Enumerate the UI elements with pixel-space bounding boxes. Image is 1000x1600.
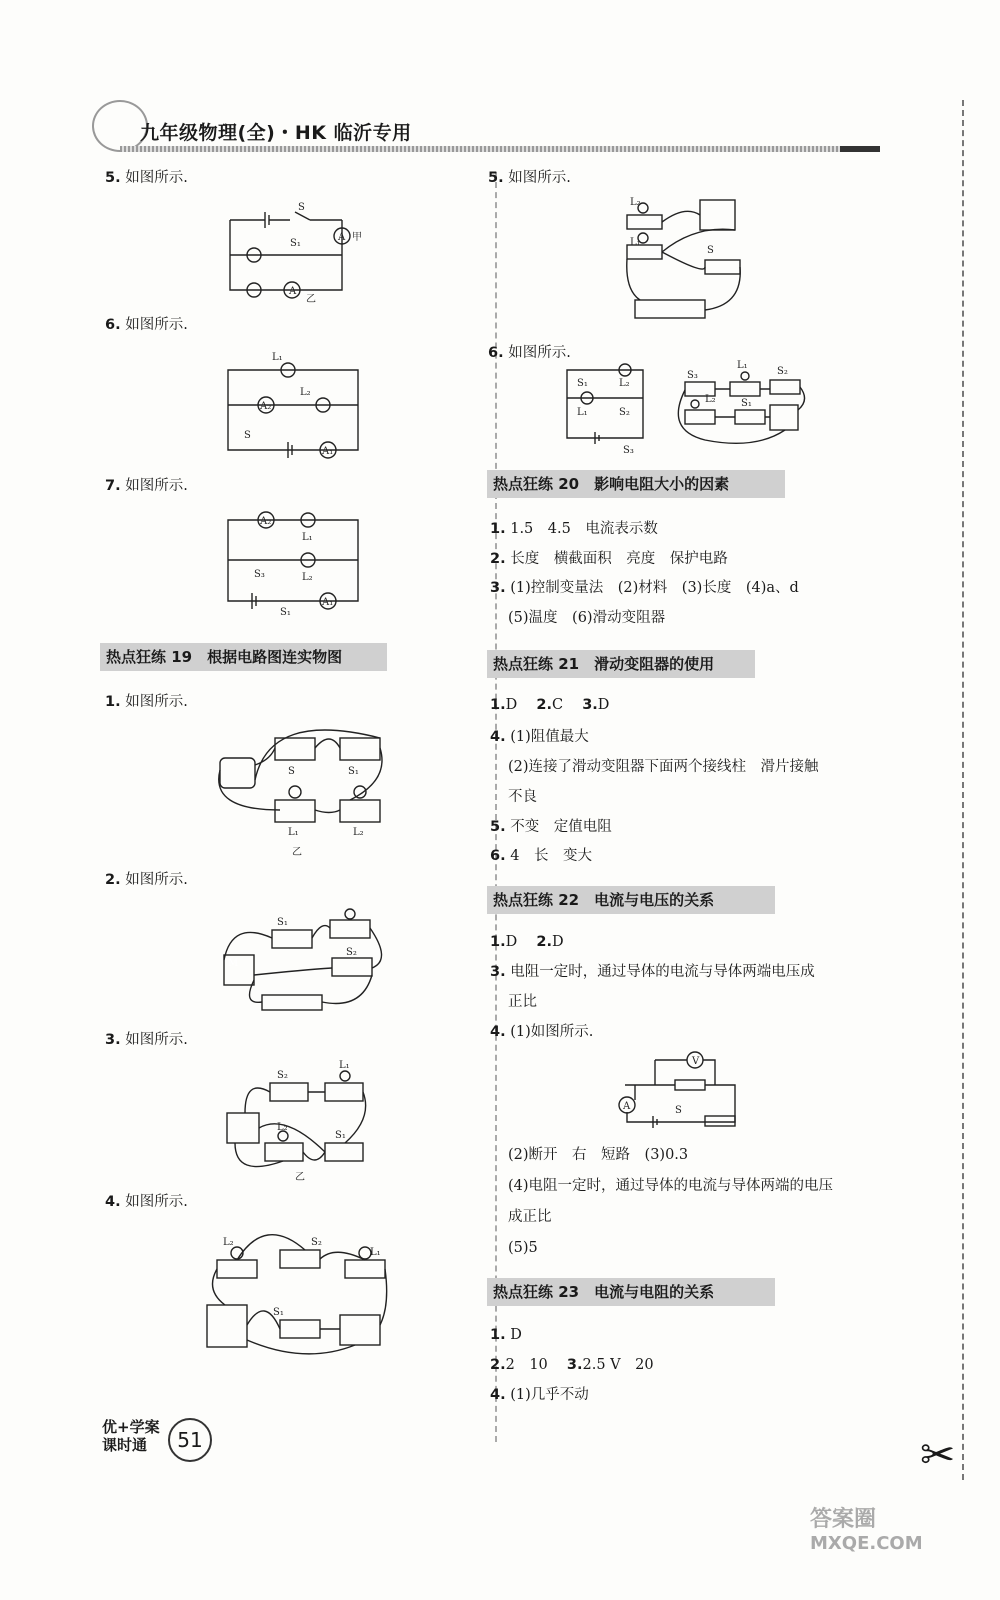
brand-logo: [102, 1418, 160, 1454]
answer-text: 1.5 4.5 电流表示数: [510, 521, 658, 537]
label-L2: L₂: [277, 1122, 288, 1133]
label-L2: L₂: [619, 378, 630, 389]
answer-text: 如图所示.: [125, 1032, 188, 1048]
label-L1: L₁: [339, 1060, 350, 1071]
answer-line: [490, 549, 728, 569]
label-L1: L₁: [288, 827, 299, 838]
label-M: M: [228, 958, 239, 969]
label-S3: S₃: [623, 445, 634, 456]
label-S2: S₂: [346, 947, 357, 958]
answer-text: (2)断开 右 短路 (3)0.3: [508, 1147, 689, 1163]
answer-number: 1.: [490, 521, 506, 537]
answer-text: 如图所示.: [125, 1194, 188, 1210]
answer-line: [105, 315, 188, 335]
label-L2: L₂: [223, 1237, 234, 1248]
answer-number: 3.: [105, 1032, 121, 1048]
answer-text: 如图所示.: [508, 345, 571, 361]
answer-number: 6.: [490, 848, 506, 864]
circuit-diagram-left-7: [228, 505, 358, 618]
label-S1: S₁: [277, 917, 288, 928]
answer-number: 2.: [536, 697, 552, 713]
label-S3: S₃: [254, 569, 265, 580]
page-number: 51: [168, 1418, 212, 1462]
answer-line: [490, 962, 815, 982]
answer-number: 1.: [490, 934, 506, 950]
label-ammeter: A: [289, 286, 297, 297]
answer-text: (1)如图所示.: [510, 1024, 594, 1040]
answer-number: 5.: [105, 170, 121, 186]
answer-line: [508, 1207, 552, 1227]
label-A2: A₂: [260, 516, 272, 527]
answer-text: 电阻一定时，通过导体的电流与导体两端电压成: [510, 964, 815, 980]
label-L2: L₂: [353, 827, 364, 838]
answer-text: 2.5 V 20: [582, 1357, 654, 1373]
answer-number: 5.: [488, 170, 504, 186]
answer-number: 4.: [490, 1024, 506, 1040]
answer-line: [490, 578, 799, 598]
answer-text: D: [510, 1327, 522, 1343]
answer-text: (5)5: [508, 1240, 538, 1256]
label-S1: S₁: [280, 607, 291, 618]
answer-number: 2.: [536, 934, 552, 950]
answer-line: [508, 757, 819, 777]
answer-number: 6.: [105, 317, 121, 333]
label-S3: S₃: [687, 370, 698, 381]
answer-number: 3.: [566, 1357, 583, 1373]
label-S: S: [244, 430, 251, 441]
answer-text: D: [505, 934, 532, 950]
section-heading-21: 热点狂练 21 滑动变阻器的使用: [487, 650, 755, 678]
answer-line: [490, 1385, 589, 1405]
answer-text: C: [551, 697, 578, 713]
answer-number: 2.: [490, 1357, 506, 1373]
answer-line: [105, 692, 188, 712]
answer-text: 不良: [508, 789, 537, 805]
answer-text: 不变 定值电阻: [510, 819, 612, 835]
answer-line: [508, 608, 665, 628]
circuit-diagram-right-22: [615, 1050, 745, 1135]
label-L1: L₁: [737, 360, 748, 371]
label-jia: 甲: [352, 232, 362, 243]
label-A2: A₂: [260, 401, 272, 412]
label-S2: S₂: [311, 1237, 322, 1248]
answer-line: [490, 727, 589, 747]
answer-text: 如图所示.: [125, 694, 188, 710]
label-L2: L₂: [630, 197, 641, 208]
answer-number: 1.: [105, 694, 121, 710]
label-S2: S₂: [277, 1070, 288, 1081]
physical-wiring-left-19-2: [222, 900, 382, 1015]
label-yi: 乙: [295, 1172, 305, 1183]
answer-text: (1)控制变量法 (2)材料 (3)长度 (4)a、d: [510, 580, 799, 596]
circuit-diagram-left-5: [220, 200, 370, 305]
label-S1: S₁: [335, 1130, 346, 1141]
label-S: S: [288, 766, 295, 777]
brand-line-1: 优+学案: [102, 1418, 160, 1436]
answer-text: D: [505, 697, 532, 713]
cut-line: [962, 100, 964, 1480]
circuit-diagram-left-6: [228, 350, 358, 465]
answer-number: 3.: [490, 580, 506, 596]
section-heading-19: 热点狂练 19 根据电路图连实物图: [100, 643, 387, 671]
answer-text: (5)温度 (6)滑动变阻器: [508, 610, 666, 626]
answer-line: [508, 1145, 688, 1165]
section-heading-20: 热点狂练 20 影响电阻大小的因素: [487, 470, 785, 498]
label-S1: S₁: [577, 378, 588, 389]
label-S1: S₁: [273, 1307, 284, 1318]
label-S: S: [707, 245, 714, 256]
answer-number: 2.: [490, 551, 506, 567]
watermark-line-1: 答案圈: [810, 1507, 877, 1532]
answer-line: [490, 1325, 522, 1345]
header-rule-accent: [840, 146, 880, 152]
answer-line: [490, 519, 658, 539]
answer-number: 1.: [490, 1327, 506, 1343]
answer-line: [490, 1022, 593, 1042]
answer-line: [490, 1355, 654, 1375]
answer-number: 7.: [105, 478, 121, 494]
answer-number: 6.: [488, 345, 504, 361]
label-ammeter: A: [623, 1101, 631, 1112]
label-ammeter: A: [338, 232, 346, 243]
answer-number: 4.: [105, 1194, 121, 1210]
physical-wiring-right-5: [625, 195, 745, 330]
answer-line: [490, 817, 612, 837]
answer-text: 长度 横截面积 亮度 保护电路: [510, 551, 728, 567]
answer-text: 正比: [508, 994, 537, 1010]
circuit-diagram-right-6: [565, 360, 645, 455]
answer-text: 如图所示.: [125, 478, 188, 494]
answer-line: [488, 168, 571, 188]
answer-line: [508, 992, 537, 1012]
header-rule: [120, 146, 880, 152]
label-L1: L₁: [370, 1247, 381, 1258]
answer-line: [490, 695, 609, 715]
answer-line: [490, 846, 592, 866]
physical-wiring-left-19-1: [210, 720, 390, 860]
answer-text: (2)连接了滑动变阻器下面两个接线柱 滑片接触: [508, 759, 819, 775]
label-S: S: [675, 1105, 682, 1116]
label-L1: L₁: [577, 407, 588, 418]
answer-text: 成正比: [508, 1209, 552, 1225]
answer-line: [490, 932, 564, 952]
answer-line: [508, 787, 537, 807]
answer-line: [105, 168, 188, 188]
label-S1: S₁: [348, 766, 359, 777]
answer-line: [508, 1238, 538, 1258]
label-L1: L₁: [272, 352, 283, 363]
answer-text: 2 10: [505, 1357, 563, 1373]
answer-text: D: [597, 697, 610, 713]
answer-line: [105, 1030, 188, 1050]
answer-line: [105, 1192, 188, 1212]
answer-text: 如图所示.: [125, 317, 188, 333]
label-S2: S₂: [619, 407, 630, 418]
physical-wiring-left-19-4: [205, 1225, 385, 1360]
label-S2: S₂: [777, 366, 788, 377]
answer-number: 1.: [490, 697, 506, 713]
answer-text: (1)阻值最大: [510, 729, 589, 745]
watermark: [810, 1502, 923, 1554]
label-A1: A₁: [322, 446, 334, 457]
label-L1: L₁: [630, 237, 641, 248]
answer-line: [105, 870, 188, 890]
page-header-title: 九年级物理(全)・HK 临沂专用: [140, 122, 412, 144]
physical-wiring-right-6: [665, 360, 815, 460]
label-S1: S₁: [741, 398, 752, 409]
answer-text: (1)几乎不动: [510, 1387, 589, 1403]
answer-number: 4.: [490, 729, 506, 745]
label-L2: L₂: [705, 394, 716, 405]
label-A1: A₁: [322, 597, 334, 608]
answer-text: 4 长 变大: [510, 848, 592, 864]
answer-text: 如图所示.: [125, 872, 188, 888]
answer-number: 3.: [582, 697, 598, 713]
answer-line: [105, 476, 188, 496]
answer-number: 3.: [490, 964, 506, 980]
answer-text: 如图所示.: [125, 170, 188, 186]
label-L2: L₂: [302, 572, 313, 583]
label-L2: L₂: [300, 387, 311, 398]
answer-number: 2.: [105, 872, 121, 888]
section-heading-23: 热点狂练 23 电流与电阻的关系: [487, 1278, 775, 1306]
answer-number: 5.: [490, 819, 506, 835]
answer-text: 如图所示.: [508, 170, 571, 186]
answer-text: D: [551, 934, 564, 950]
label-yi: 乙: [292, 847, 302, 858]
label-S: S: [298, 202, 305, 213]
answer-text: (4)电阻一定时，通过导体的电流与导体两端的电压: [508, 1178, 834, 1194]
brand-line-2: 课时通: [102, 1436, 148, 1454]
physical-wiring-left-19-3: [225, 1058, 375, 1183]
scissors-icon: ✂: [920, 1430, 956, 1479]
answer-line: [508, 1176, 833, 1196]
label-S1: S₁: [290, 238, 301, 249]
answer-number: 4.: [490, 1387, 506, 1403]
section-heading-22: 热点狂练 22 电流与电压的关系: [487, 886, 775, 914]
label-L1: L₁: [302, 532, 313, 543]
answer-line: [488, 343, 571, 363]
label-yi: 乙: [306, 294, 316, 305]
label-voltmeter: V: [692, 1056, 700, 1067]
watermark-line-2: MXQE.COM: [810, 1533, 923, 1554]
